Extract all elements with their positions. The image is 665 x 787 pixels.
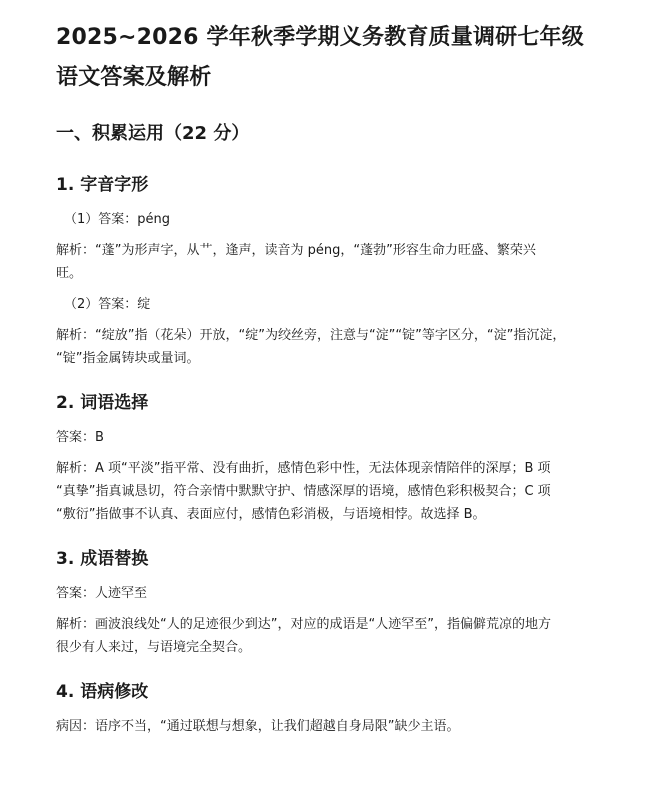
document-title xyxy=(56,18,609,98)
q2-explanation-line-1: 解析：A 项“平淡”指平常、没有曲折，感情色彩中性，无法体现亲情陪伴的深厚；B 项 xyxy=(56,461,551,476)
q1-part2-explanation-line-1: 解析：“绽放”指（花朵）开放，“绽”为绞丝旁，注意与“淀”“锭”等字区分，“淀”指沉淀， xyxy=(56,328,566,343)
section-heading-accumulation: 一、积累运用（22 分） xyxy=(56,123,250,144)
q1-part2-explanation-line-2: “锭”指金属铸块或量词。 xyxy=(56,351,200,366)
q1-part1-answer: （1）答案：péng xyxy=(64,212,171,227)
q4-error-cause: 病因：语序不当，“通过联想与想象，让我们超越自身局限”缺少主语。 xyxy=(56,719,460,734)
question-2 xyxy=(56,390,609,526)
title-line-1: 2025~2026 学年秋季学期义务教育质量调研七年级 xyxy=(56,25,584,50)
q2-answer: 答案：B xyxy=(56,430,104,445)
q1-part1-explanation-line-1: 解析：“蓬”为形声字，从艹，逢声，读音为 péng，“蓬勃”形容生命力旺盛、繁荣兴 xyxy=(56,243,536,258)
question-3-heading: 3. 成语替换 xyxy=(56,549,149,569)
q1-part2-answer: （2）答案：绽 xyxy=(64,297,151,312)
q2-explanation-line-3: “敷衍”指做事不认真、表面应付，感情色彩消极，与语境相悖。故选择 B。 xyxy=(56,507,486,522)
question-3 xyxy=(56,546,609,659)
question-4-heading: 4. 语病修改 xyxy=(56,682,149,702)
q3-explanation-line-2: 很少有人来过，与语境完全契合。 xyxy=(56,640,252,655)
question-1 xyxy=(56,172,609,370)
q1-part1-explanation-line-2: 旺。 xyxy=(56,266,83,281)
question-1-heading: 1. 字音字形 xyxy=(56,175,149,195)
q3-explanation-line-1: 解析：画波浪线处“人的足迹很少到达”，对应的成语是“人迹罕至”，指偏僻荒凉的地方 xyxy=(56,617,551,632)
title-line-2: 语文答案及解析 xyxy=(56,65,212,90)
question-4 xyxy=(56,679,609,738)
q2-explanation-line-2: “真挚”指真诚恳切，符合亲情中默默守护、情感深厚的语境，感情色彩积极契合；C 项 xyxy=(56,484,551,499)
question-2-heading: 2. 词语选择 xyxy=(56,393,149,413)
q3-answer: 答案：人迹罕至 xyxy=(56,586,148,601)
